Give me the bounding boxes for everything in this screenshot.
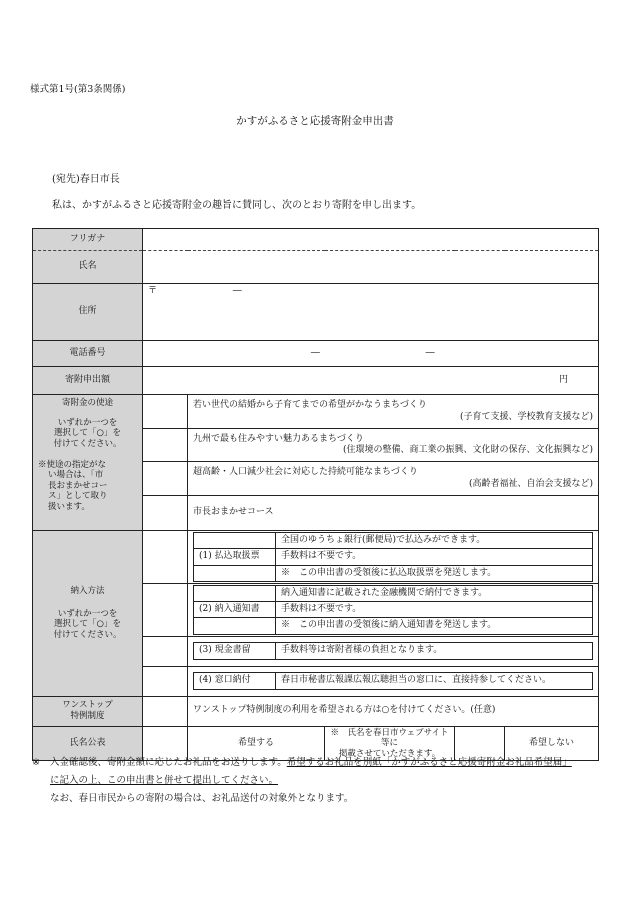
usage-option-3-main: 超高齢・人口減少社会に対応した持続可能なまちづくり (193, 467, 418, 478)
phone-dash-1: ― (310, 347, 320, 358)
payment-option-1-line3: ※ この申出書の受領後に払込取扱票を発送します。 (276, 565, 593, 581)
address-label: 住所 (33, 284, 143, 341)
payment-label (33, 531, 143, 697)
furigana-field[interactable] (143, 229, 599, 251)
usage-instr-3: 付けてください。 (53, 438, 122, 449)
phone-field[interactable] (143, 341, 599, 367)
publish-label: 氏名公表 (33, 726, 143, 761)
payment-option-4 (188, 666, 599, 696)
usage-check-1[interactable] (143, 395, 188, 429)
amount-field[interactable] (143, 367, 599, 395)
notes (32, 754, 602, 808)
postal-dash: ― (232, 286, 242, 296)
note-line-1 (50, 754, 602, 772)
payment-instr-3: 付けてください。 (53, 629, 122, 640)
usage-option-3-sub: (高齢者福祉、自治会支援など) (469, 478, 594, 489)
onestop-text: ワンストップ特例制度の利用を希望される方は○を付けてください。(任意) (188, 696, 599, 726)
usage-note-4: ス」として取り (48, 491, 108, 502)
usage-instr-2: 選択して「○」を (54, 428, 121, 439)
name-label: 氏名 (33, 251, 143, 284)
payment-option-2 (188, 583, 599, 636)
payment-option-1-name: (1) 払込取扱票 (194, 549, 276, 565)
payment-option-2-line3: ※ この申出書の受領後に納入通知書を発送します。 (276, 618, 593, 634)
application-form (32, 228, 599, 761)
usage-option-3 (188, 462, 599, 496)
payment-check-2[interactable] (143, 583, 188, 636)
usage-option-2 (188, 429, 599, 462)
payment-option-4-name: (4) 窓口納付 (194, 673, 276, 689)
payment-instr-2: 選択して「○」を (54, 619, 121, 630)
usage-option-2-sub: (住環境の整備、商工業の振興、文化財の保存、文化振興など) (343, 445, 594, 455)
form-number: 様式第1号(第3条関係) (30, 84, 126, 95)
payment-option-3-line1: 手数料等は寄附者様の負担となります。 (276, 643, 593, 659)
publish-nowish: 希望しない (505, 726, 599, 761)
publish-note-1: ※ 氏名を春日市ウェブサイト等に (330, 727, 449, 749)
usage-instr-1: いずれか一つを (57, 417, 118, 428)
payment-check-4[interactable] (143, 666, 188, 696)
amount-label: 寄附申出額 (33, 367, 143, 395)
payment-option-1 (188, 531, 599, 584)
payment-option-2-line1: 納入通知書に記載された金融機関で納付できます。 (276, 585, 593, 601)
intro-text: 私は、かすがふるさと応援寄附金の趣旨に賛同し、次のとおり寄附を申し出ます。 (52, 200, 422, 211)
furigana-label: フリガナ (33, 229, 143, 251)
payment-option-1-line2: 手数料は不要です。 (276, 549, 593, 565)
usage-check-2[interactable] (143, 429, 188, 462)
amount-unit: 円 (559, 374, 569, 385)
payment-option-3-name: (3) 現金書留 (194, 643, 276, 659)
onestop-label (33, 696, 143, 726)
note-line-1b: 希望するお礼品を別紙「かすがふるさと応援寄附金お礼品希望届」 (286, 757, 572, 768)
payment-option-3 (188, 636, 599, 666)
usage-check-4[interactable] (143, 496, 188, 531)
usage-check-3[interactable] (143, 462, 188, 496)
note-line-2: に記入の上、この申出書と併せて提出してください。 (50, 775, 279, 787)
payment-check-1[interactable] (143, 531, 188, 584)
page-title: かすがふるさと応援寄附金申出書 (236, 115, 394, 127)
usage-note-5: 扱います。 (48, 502, 90, 512)
name-field[interactable] (143, 251, 599, 284)
payment-option-4-line1: 春日市秘書広報課広報広聴担当の窓口に、直接持参してください。 (276, 673, 593, 689)
payment-instr-1: いずれか一つを (57, 608, 118, 619)
usage-option-4-main: 市長おまかせコース (193, 507, 274, 518)
publish-note-2: 掲載させていただきます。 (338, 748, 441, 759)
phone-label: 電話番号 (33, 341, 143, 367)
usage-label-title: 寄附金の使途 (61, 398, 113, 408)
usage-option-4 (188, 496, 599, 531)
usage-option-1-sub: (子育て支援、学校教育支援など) (460, 411, 594, 422)
note-line-1a: 入金確認後、寄附金額に応じたお礼品をお送りします。 (50, 757, 287, 768)
usage-note-2: い場合は、「市 (48, 470, 104, 481)
addressee: (宛先)春日市長 (52, 174, 120, 185)
payment-check-3[interactable] (143, 636, 188, 666)
usage-label (33, 395, 143, 531)
phone-dash-2: ― (425, 347, 435, 358)
address-field[interactable] (143, 284, 599, 341)
usage-option-1 (188, 395, 599, 429)
payment-option-2-name: (2) 納入通知書 (194, 602, 276, 618)
usage-option-1-main: 若い世代の結婚から子育てまでの希望がかなうまちづくり (193, 400, 427, 411)
payment-option-2-line2: 手数料は不要です。 (276, 602, 593, 618)
usage-option-2-main: 九州で最も住みやすい魅力あるまちづくり (193, 433, 364, 444)
usage-note-3: 長おまかせコー (48, 480, 108, 491)
onestop-label-1: ワンストップ (62, 700, 113, 711)
note-mark: ※ (32, 757, 40, 768)
usage-note-1: ※使途の指定がな (38, 459, 107, 470)
publish-wish: 希望する (188, 726, 325, 761)
onestop-check[interactable] (143, 696, 188, 726)
onestop-label-2: 特例制度 (70, 711, 105, 721)
payment-option-1-line1: 全国のゆうちょ銀行(郵便局)で払込みができます。 (276, 533, 593, 549)
note-line-3: なお、春日市民からの寄附の場合は、お礼品送付の対象外となります。 (50, 793, 354, 805)
payment-label-title: 納入方法 (70, 586, 105, 596)
postal-mark: 〒 (148, 286, 158, 296)
